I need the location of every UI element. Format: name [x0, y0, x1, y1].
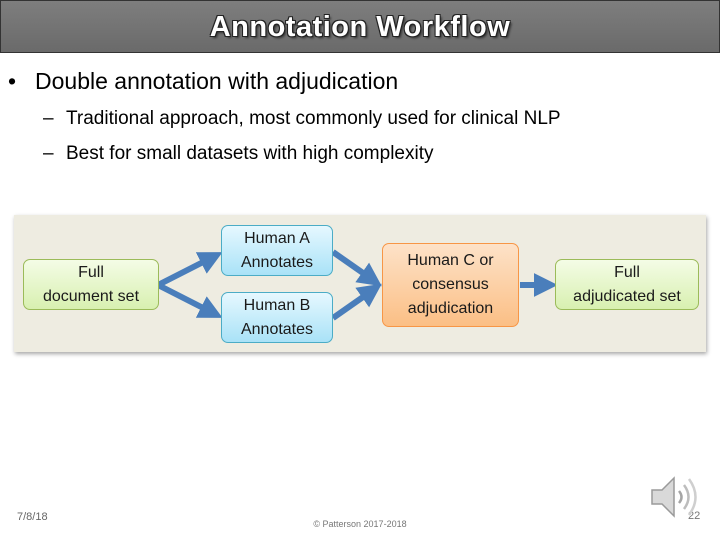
arrow-human-b-to-adjudicator [333, 290, 373, 318]
bullet-dot-icon: • [8, 68, 17, 94]
sub-bullet-text: Best for small datasets with high complexity [66, 143, 434, 164]
sub-bullet-text: Traditional approach, most commonly used for clinical NLP [66, 108, 561, 129]
arrow-start-to-human-b [158, 285, 213, 313]
arrow-human-a-to-adjudicator [333, 252, 373, 280]
box-adjudication: Human C or consensus adjudication [382, 243, 519, 327]
page-number: 22 [688, 510, 701, 522]
footer-date: 7/8/18 [17, 511, 48, 523]
speaker-icon[interactable] [648, 470, 704, 531]
footer-copyright: © Patterson 2017-2018 [313, 519, 407, 529]
dash-icon: – [43, 143, 54, 164]
dash-icon: – [43, 108, 54, 129]
box-full-document-set: Full document set [23, 259, 159, 310]
arrow-start-to-human-a [158, 257, 213, 285]
box-full-adjudicated-set: Full adjudicated set [555, 259, 699, 310]
bullet-main-text: Double annotation with adjudication [35, 68, 399, 94]
box-human-a-annotates: Human A Annotates [221, 225, 333, 276]
slide-title: Annotation Workflow [209, 11, 511, 43]
box-human-b-annotates: Human B Annotates [221, 292, 333, 343]
